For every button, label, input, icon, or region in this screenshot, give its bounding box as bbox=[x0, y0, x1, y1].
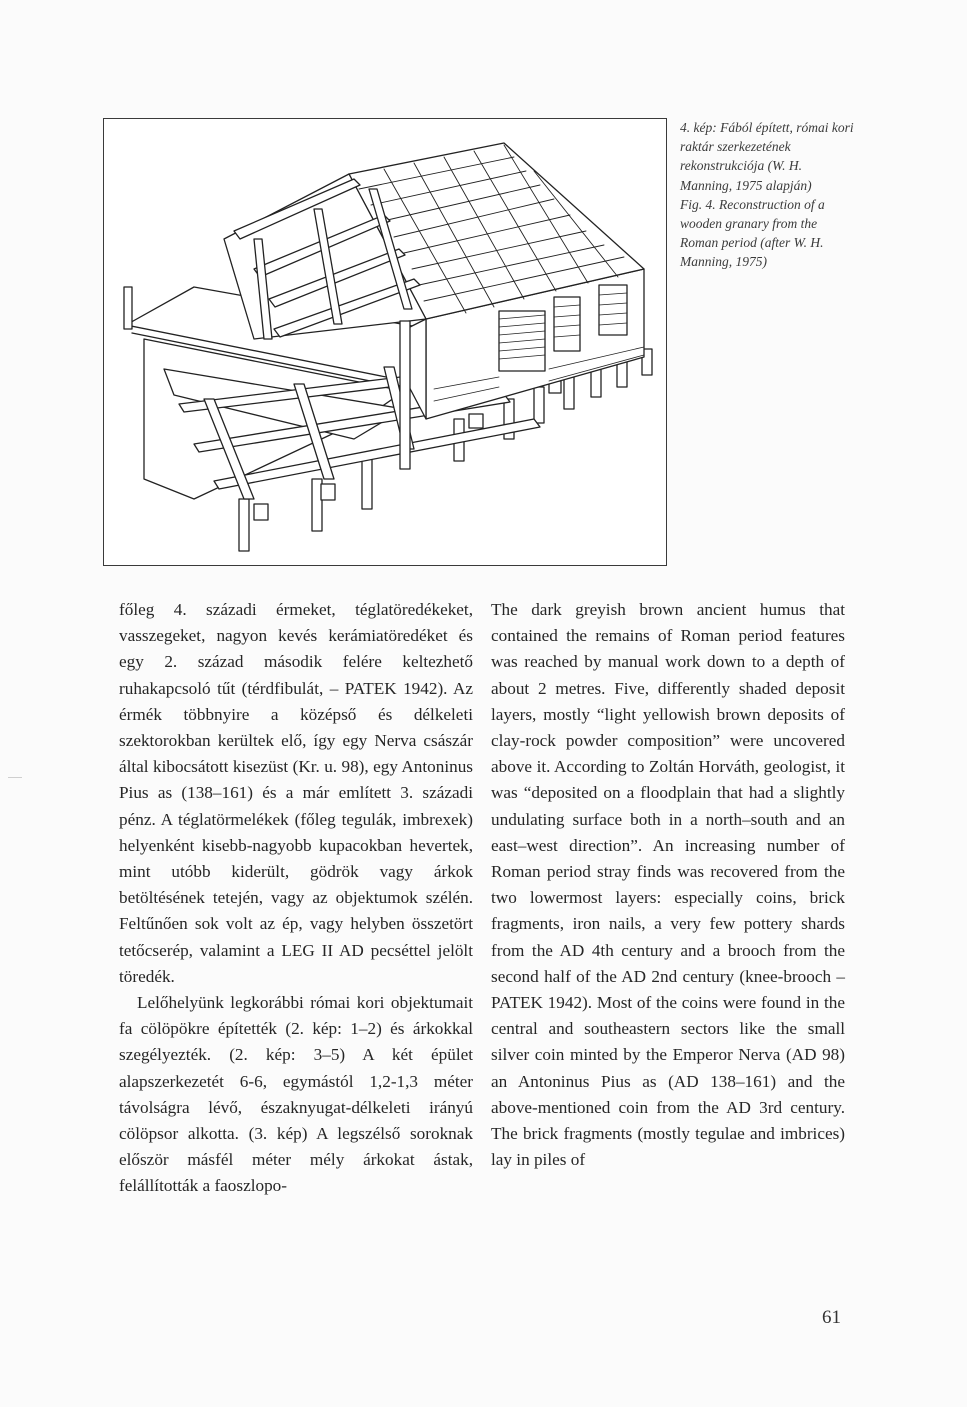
right-column-english bbox=[491, 597, 845, 1173]
caption-english: Fig. 4. Reconstruction of a wooden granary from the Roman period (after W. H. Manning, 1975) bbox=[680, 196, 825, 270]
paragraph: The dark greyish brown ancient humus that contained the remains of Roman period features was reached by manual work down to a depth of about 2 metres. Five, differently shaded deposit layers, mostly “light yellowish brown deposits of clay-rock powder composition” were uncovered above it. According to Zoltán Horváth, geologist, it was “deposited on a floodplain that had a slightly undulating surface both in a north–south and an east–west direction”. An increasing number of Roman period stray finds was recovered from the two lowermost layers: especially coins, brick fragments, iron nails, a very few pottery shards from the AD 4th century and a brooch from the second half of the AD 2nd century (knee-brooch – PATEK 1942). Most of the coins were found in the central and southeastern sectors like the small silver coin minted by the Emperor Nerva (AD 98) an Antoninus Pius as (AD 138–161) and the above-mentioned coin from the AD 3rd century. The brick fragments (mostly tegulae and imbrices) lay in piles of bbox=[491, 600, 845, 1170]
paragraph: Lelőhelyünk legkorábbi római kori objektumait fa cölöpökre építették (2. kép: 1–2) és árkokkal szegélyezték. (2. kép: 3–5) A két épület alapszerkezetét 6-6, egymástól 1,2-1,3 méter távolságra lévő, északnyugat-délkeleti irányú cölöpsor alkotta. (3. kép) A legszélső soroknak először másfél méter mély árkokat ástak, felállították a faoszlopo- bbox=[119, 993, 473, 1196]
granary-illustration bbox=[104, 119, 666, 565]
caption-hungarian: 4. kép: Fából épített, római kori raktár szerkezetének rekonstrukciója (W. H. Manning, 1975 alapján) bbox=[680, 120, 854, 193]
margin-mark bbox=[8, 777, 22, 778]
figure-caption bbox=[680, 118, 855, 272]
page-number: 61 bbox=[822, 1307, 841, 1328]
left-column-hungarian bbox=[119, 597, 473, 1200]
paragraph: főleg 4. századi érmeket, téglatöredékeket, vasszegeket, nagyon kevés kerámiatöredéket és egy 2. század második felére keltezhető ruhakapcsoló tűt (térdfibulát, – PATEK 1942). Az érmék többnyire a középső és délkeleti szektorokban kerültek elő, így egy Nerva császár által kibocsátott kisezüst (Kr. u. 98), egy Antoninus Pius as (138–161) és a már említett 3. századi pénz. A téglatörmelékek (főleg tegulák, imbrexek) helyenként kisebb-nagyobb kupacokban hevertek, mint utóbb kiderült, gödrök vagy árkok betöltésének tetején, vagy az objektumok szélén. Feltűnően sok volt az ép, vagy helyben összetört tetőcserép, valamint a LEG II AD pecséttel jelölt töredék. bbox=[119, 600, 473, 986]
figure-frame bbox=[103, 118, 667, 566]
